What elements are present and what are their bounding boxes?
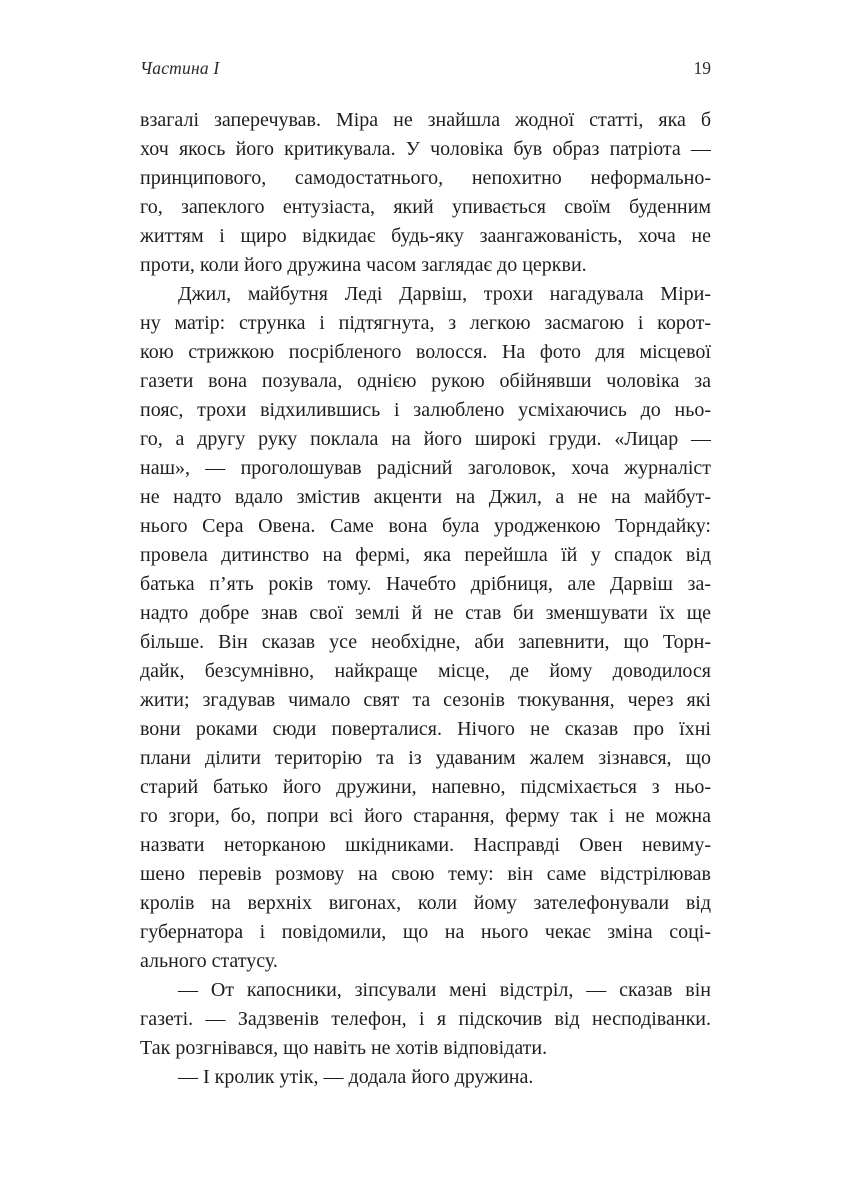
text-line: го, запеклого ентузіаста, який упивається своїм буденним	[140, 196, 711, 218]
paragraph	[140, 106, 711, 280]
page-number: 19	[693, 58, 711, 78]
text-line: — От капосники, зіпсували мені відстріл, — сказав він	[178, 979, 711, 1001]
text-line: ального статусу.	[140, 950, 278, 972]
text-line: дайк, безсумнівно, найкраще місце, де йому доводилося	[140, 660, 711, 682]
text-line: Так розгнівався, що навіть не хотів відповідати.	[140, 1037, 548, 1059]
paragraph	[140, 976, 711, 1063]
text-line: Джил, майбутня Леді Дарвіш, трохи нагадувала Міри-	[178, 283, 711, 305]
text-line: проти, коли його дружина часом заглядає до церкви.	[140, 254, 587, 276]
text-line: пояс, трохи відхилившись і залюблено усміхаючись до ньо-	[140, 399, 711, 421]
text-line: принципового, самодостатнього, непохитно неформально-	[140, 167, 711, 189]
text-line: губернатора і повідомили, що на нього чекає зміна соці-	[140, 921, 711, 943]
text-line: жити; згадував чимало свят та сезонів тюкування, через які	[140, 689, 711, 711]
text-line: газеті. — Задзвенів телефон, і я підскочив від несподіванки.	[140, 1008, 711, 1030]
text-line: не надто вдало змістив акценти на Джил, а не на майбут-	[140, 486, 711, 508]
text-line: надто добре знав свої землі й не став би зменшувати їх ще	[140, 602, 711, 624]
text-line: го, а другу руку поклала на його широкі груди. «Лицар —	[140, 428, 711, 450]
text-line: газети вона позувала, однією рукою обійнявши чоловіка за	[140, 370, 711, 392]
text-line: старий батько його дружини, напевно, підсміхається з ньо-	[140, 776, 711, 798]
paragraph	[140, 1063, 711, 1092]
text-line: ну матір: струнка і підтягнута, з легкою засмагою і корот-	[140, 312, 711, 334]
text-line: плани ділити територію та із удаваним жалем зізнався, що	[140, 747, 711, 769]
text-line: життям і щиро відкидає будь-яку заангажованість, хоча не	[140, 225, 711, 247]
page-text	[140, 106, 711, 1092]
text-line: назвати неторканою шкідниками. Насправді Овен невиму-	[140, 834, 711, 856]
text-line: кролів на верхніх вигонах, коли йому зателефонували від	[140, 892, 711, 914]
text-line: наш», — проголошував радісний заголовок, хоча журналіст	[140, 457, 711, 479]
paragraph	[140, 280, 711, 976]
text-line: хоч якось його критикувала. У чоловіка був образ патріота —	[140, 138, 711, 160]
text-line: батька п’ять років тому. Начебто дрібниця, але Дарвіш за-	[140, 573, 711, 595]
text-line: нього Сера Овена. Саме вона була уродженкою Торндайку:	[140, 515, 711, 537]
text-line: — І кролик утік, — додала його дружина.	[178, 1066, 534, 1088]
text-line: вони роками сюди поверталися. Нічого не сказав про їхні	[140, 718, 711, 740]
text-line: шено перевів розмову на свою тему: він саме відстрілював	[140, 863, 711, 885]
text-line: провела дитинство на фермі, яка перейшла їй у спадок від	[140, 544, 711, 566]
running-head	[140, 57, 711, 79]
text-line: більше. Він сказав усе необхідне, аби запевнити, що Торн-	[140, 631, 711, 653]
text-line: взагалі заперечував. Міра не знайшла жодної статті, яка б	[140, 109, 711, 131]
text-line: кою стрижкою посрібленого волосся. На фото для місцевої	[140, 341, 711, 363]
text-line: го згори, бо, попри всі його старання, ферму так і не можна	[140, 805, 711, 827]
section-title: Частина I	[140, 58, 220, 78]
